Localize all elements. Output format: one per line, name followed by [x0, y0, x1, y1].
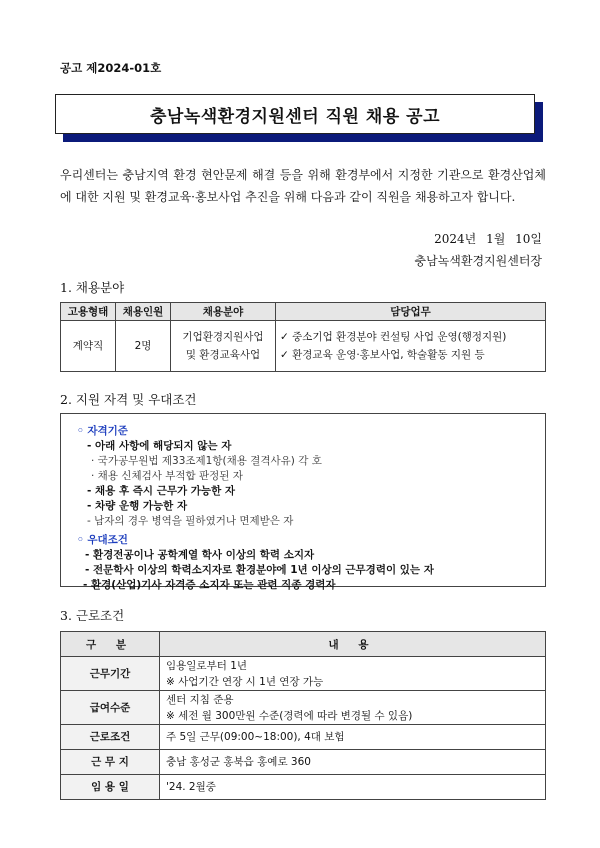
recruitment-table — [60, 302, 546, 372]
field-line: 기업환경지원사업 — [182, 331, 264, 343]
col-header: 담당업무 — [276, 303, 546, 321]
title-banner — [55, 94, 543, 142]
duty-line: ✓ 중소기업 환경분야 컨설팅 사업 운영(행정지원) — [280, 331, 507, 343]
document-title: 충남녹색환경지원센터 직원 채용 공고 — [55, 94, 535, 134]
section3-title: 3. 근로조건 — [60, 608, 125, 623]
notice-date: 2024년 1월 10일 — [434, 232, 542, 246]
row-value — [160, 657, 546, 691]
row-label: 근무기간 — [61, 657, 160, 691]
row-label: 근로조건 — [61, 725, 160, 750]
duty-line: ✓ 환경교육 운영·홍보사업, 학술활동 지원 등 — [280, 349, 485, 361]
col-header: 채용분야 — [171, 303, 276, 321]
table-row — [61, 725, 546, 750]
table-row — [61, 691, 546, 725]
list-item: - 환경(산업)기사 자격증 소지자 또는 관련 직종 경력자 — [83, 579, 336, 591]
col-header: 구 분 — [61, 632, 160, 657]
list-item: - 환경전공이나 공학계열 학사 이상의 학력 소지자 — [85, 549, 315, 561]
employment-type: 계약직 — [61, 321, 116, 372]
pref-heading: ◦ 우대조건 — [77, 534, 128, 546]
duty-cell — [276, 321, 546, 372]
qualification-box — [60, 413, 546, 591]
list-item: · 국가공무원법 제33조제1항(채용 결격사유) 각 호 — [91, 455, 322, 467]
work-conditions-table — [60, 631, 546, 800]
table-row — [61, 657, 546, 691]
row-value: 충남 홍성군 홍북읍 홍예로 360 — [160, 750, 546, 775]
value-line: 센터 지침 준용 — [166, 693, 234, 706]
table-row — [61, 750, 546, 775]
signer: 충남녹색환경지원센터장 — [414, 254, 542, 268]
row-value: 주 5일 근무(09:00~18:00), 4대 보험 — [160, 725, 546, 750]
row-value — [160, 691, 546, 725]
row-label: 급여수준 — [61, 691, 160, 725]
section2-title: 2. 지원 자격 및 우대조건 — [60, 392, 197, 407]
hire-count: 2명 — [116, 321, 171, 372]
list-item: - 남자의 경우 병역을 필하였거나 면제받은 자 — [87, 515, 294, 527]
list-item: - 차량 운행 가능한 자 — [87, 500, 188, 512]
col-header: 고용형태 — [61, 303, 116, 321]
list-item: - 채용 후 즉시 근무가 가능한 자 — [87, 485, 236, 497]
list-item: - 전문학사 이상의 학력소지자로 환경분야에 1년 이상의 근무경력이 있는 자 — [85, 564, 434, 576]
section1-title: 1. 채용분야 — [60, 280, 125, 295]
col-header: 내 용 — [160, 632, 546, 657]
list-item: - 아래 사항에 해당되지 않는 자 — [87, 440, 232, 452]
col-header: 채용인원 — [116, 303, 171, 321]
table-header-row — [61, 632, 546, 657]
table-header-row — [61, 303, 546, 321]
qual-heading: ◦ 자격기준 — [77, 425, 128, 437]
row-value: '24. 2월중 — [160, 775, 546, 800]
row-label: 임 용 일 — [61, 775, 160, 800]
value-line: ※ 사업기간 연장 시 1년 연장 가능 — [166, 675, 324, 688]
table-row — [61, 775, 546, 800]
notice-number: 공고 제2024-01호 — [60, 61, 162, 75]
value-line: ※ 세전 월 300만원 수준(경력에 따라 변경될 수 있음) — [166, 709, 413, 722]
table-row — [61, 321, 546, 372]
field-cell — [171, 321, 276, 372]
field-line: 및 환경교육사업 — [185, 349, 261, 361]
row-label: 근 무 지 — [61, 750, 160, 775]
value-line: 임용일로부터 1년 — [166, 659, 248, 672]
list-item: · 채용 신체검사 부적합 판정된 자 — [91, 470, 243, 482]
intro-paragraph: 우리센터는 충남지역 환경 현안문제 해결 등을 위해 환경부에서 지정한 기관으로 환경산업체에 대한 지원 및 환경교육·홍보사업 추진을 위해 다음과 같이 직원을 채용하고자 합니다. — [60, 168, 546, 204]
